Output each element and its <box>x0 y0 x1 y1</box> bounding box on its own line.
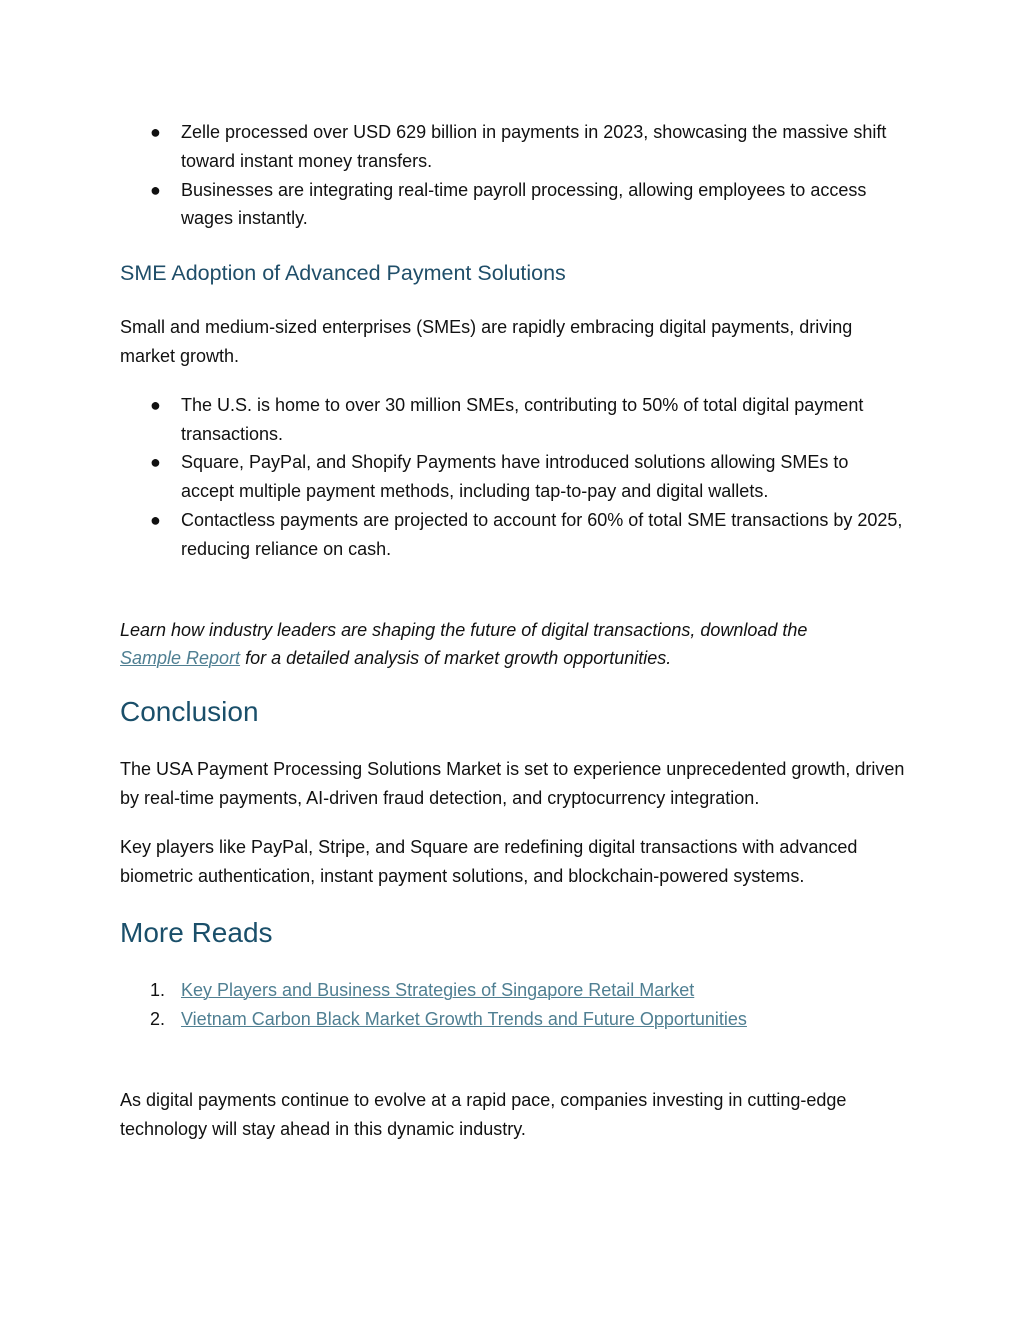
list-item <box>120 391 905 449</box>
conclusion-paragraph-2: Key players like PayPal, Stripe, and Square are redefining digital transactions with advanced biometric authentication, instant payment solutions, and blockchain-powered systems. <box>120 836 858 886</box>
list-item <box>120 176 905 234</box>
cta-paragraph <box>120 616 905 674</box>
sme-bullet-list <box>120 391 905 564</box>
conclusion-paragraph-1: The USA Payment Processing Solutions Market is set to experience unprecedented growth, driven by real-time payments, AI-driven fraud detection, and cryptocurrency integration. <box>120 759 905 808</box>
closing-paragraph: As digital payments continue to evolve at a rapid pace, companies investing in cutting-edge technology will stay ahead in this dynamic industry. <box>120 1089 847 1139</box>
bullet-marker: ● <box>150 509 161 530</box>
list-item <box>120 448 905 506</box>
bullet-marker: ● <box>150 179 161 200</box>
list-item-text: Square, PayPal, and Shopify Payments have introduced solutions allowing SMEs to accept multiple payment methods, including tap-to-pay and digital wallets. <box>181 452 849 502</box>
bullet-marker: ● <box>150 394 161 415</box>
list-item <box>120 506 905 564</box>
conclusion-heading: Conclusion <box>120 696 259 728</box>
top-bullet-list <box>120 118 905 233</box>
bullet-marker: ● <box>150 122 161 142</box>
list-item-text: Zelle processed over USD 629 billion in payments in 2023, showcasing the massive shift toward instant money transfers. <box>181 122 887 171</box>
more-reads-heading: More Reads <box>120 917 273 949</box>
list-item <box>120 1005 905 1034</box>
list-number: 1. <box>150 980 166 1001</box>
bullet-marker: ● <box>150 452 161 473</box>
list-item <box>120 118 905 176</box>
list-item <box>120 976 905 1005</box>
list-item-text: Businesses are integrating real-time payroll processing, allowing employees to access wages instantly. <box>181 179 867 229</box>
more-reads-link-vietnam[interactable]: Vietnam Carbon Black Market Growth Trends and Future Opportunities <box>181 1009 747 1030</box>
sme-intro-paragraph: Small and medium-sized enterprises (SMEs) are rapidly embracing digital payments, driving market growth. <box>120 317 853 366</box>
document-content <box>120 118 905 1144</box>
list-item-text: Contactless payments are projected to account for 60% of total SME transactions by 2025, reducing reliance on cash. <box>181 509 903 559</box>
cta-lead-text: Learn how industry leaders are shaping the future of digital transactions, download the <box>120 619 808 640</box>
more-reads-link-singapore[interactable]: Key Players and Business Strategies of Singapore Retail Market <box>181 980 695 1001</box>
sme-section-heading: SME Adoption of Advanced Payment Solutions <box>120 261 566 286</box>
cta-tail-text: for a detailed analysis of market growth opportunities. <box>240 648 672 669</box>
list-number: 2. <box>150 1009 166 1030</box>
list-item-text: The U.S. is home to over 30 million SMEs, contributing to 50% of total digital payment transactions. <box>181 394 864 444</box>
more-reads-list <box>120 976 905 1034</box>
sample-report-link[interactable]: Sample Report <box>120 648 241 669</box>
